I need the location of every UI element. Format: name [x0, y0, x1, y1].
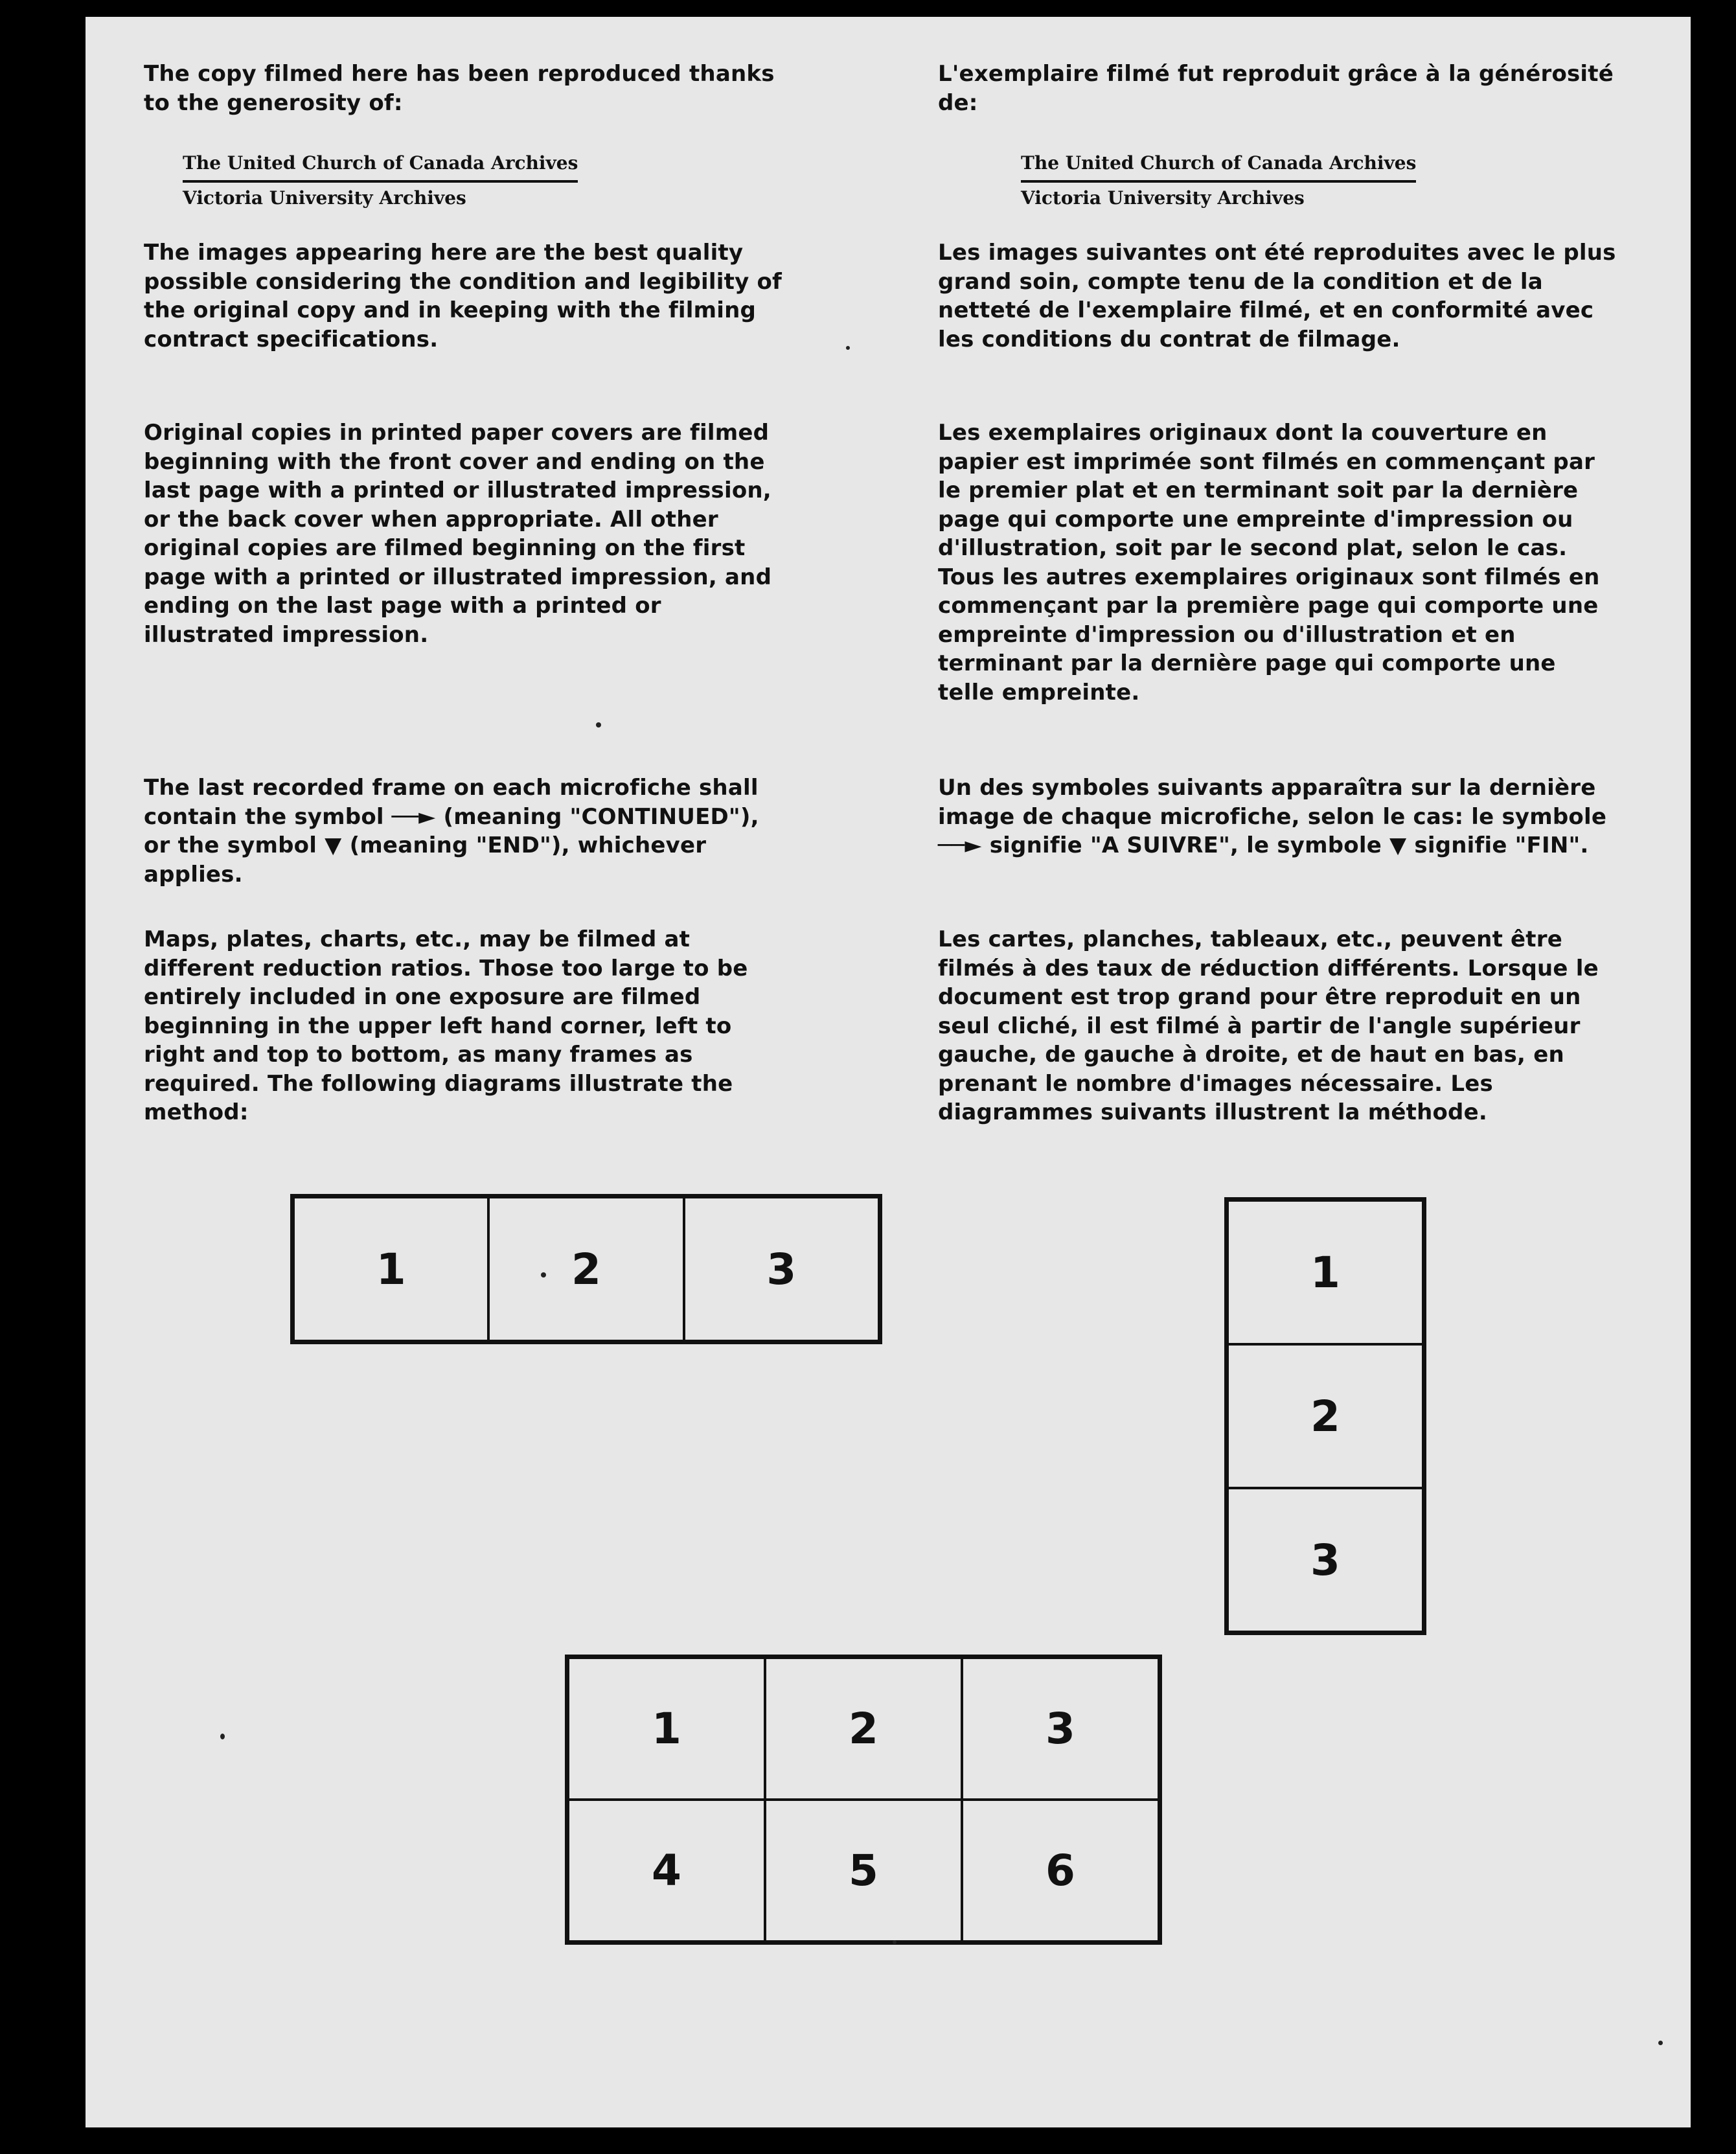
- diagram-horizontal-frames: [290, 1194, 882, 1344]
- end-triangle-icon: ▼: [1389, 832, 1407, 858]
- english-quality-note: The images appearing here are the best quality possible considering the condition and legibility of the original copy and in keeping with the filming contract specifications.: [144, 240, 782, 352]
- frame-cell: 5: [765, 1800, 962, 1942]
- french-maps-note: Les cartes, planches, tableaux, etc., peuvent être filmés à des taux de réduction différents. Lorsque le document est trop grand pour être reproduit en un seul cliché, il est filmé à partir de l'angle supérieur gauche, de gauche à droite, et de haut en bas, en prenant le nombre d'images nécessaire. Les diagrammes suivants illustrent la méthode.: [938, 926, 1599, 1125]
- english-archive-credits: [183, 148, 578, 214]
- english-maps-note: Maps, plates, charts, etc., may be filmed at different reduction ratios. Those too large to be entirely included in one exposure are filmed beginning in the upper left hand corner, left to right and top to bottom, as many frames as required. The following diagrams illustrate the method:: [144, 926, 748, 1125]
- archive-name-secondary: Victoria University Archives: [1021, 187, 1305, 209]
- frame-cell: 3: [962, 1658, 1159, 1800]
- english-symbols-text-c: (meaning "END"), whichever applies.: [144, 832, 707, 888]
- frame-cell: 1: [1228, 1200, 1423, 1344]
- frame-cell: 4: [568, 1800, 765, 1942]
- archive-name-primary: The United Church of Canada Archives: [183, 148, 578, 183]
- frame-cell: 1: [568, 1658, 765, 1800]
- continued-arrow-icon: ──►: [391, 803, 436, 830]
- diagram-vertical-frames: [1224, 1197, 1426, 1635]
- scan-speck: [1658, 2041, 1663, 2045]
- diagram-block-frames: [565, 1655, 1162, 1945]
- english-covers-note: Original copies in printed paper covers are filmed beginning with the front cover and ending on the last page with a printed or illustrated impression, or the back cover when appropriate. All other original copies are filmed beginning on the first page with a printed or illustrated impression, and ending on the last page with a printed or illustrated impression.: [144, 420, 772, 648]
- english-symbols-note: [144, 773, 792, 889]
- scan-speck: [846, 346, 850, 350]
- french-covers-note: Les exemplaires originaux dont la couverture en papier est imprimée sont filmés en commençant par le premier plat et en terminant soit par la dernière page qui comporte une empreinte d'impression ou d'illustration, soit par le second plat, selon le cas. Tous les autres exemplaires originaux sont filmés en commençant par la première page qui comporte une empreinte d'impression ou d'illustration et en terminant par la dernière page qui comporte une telle empreinte.: [938, 420, 1600, 705]
- frame-cell: 1: [293, 1197, 488, 1341]
- scan-speck: [220, 1734, 225, 1739]
- french-quality-note: Les images suivantes ont été reproduites avec le plus grand soin, compte tenu de la condition et de la netteté de l'exemplaire filmé, et en conformité avec les conditions du contrat de filmage.: [938, 240, 1616, 352]
- continued-arrow-icon: ──►: [938, 832, 982, 858]
- scan-speck: [541, 1272, 546, 1278]
- english-intro: The copy filmed here has been reproduced thanks to the generosity of:: [144, 61, 775, 116]
- frame-cell: 2: [765, 1658, 962, 1800]
- archive-name-secondary: Victoria University Archives: [183, 187, 466, 209]
- english-symbols-text-b: (meaning "CONTINUED"), or the symbol: [144, 803, 759, 858]
- frame-cell: 2: [1228, 1344, 1423, 1488]
- french-archive-credits: [1021, 148, 1416, 214]
- scan-speck: [893, 1940, 897, 1944]
- end-triangle-icon: ▼: [325, 832, 342, 858]
- french-intro: L'exemplaire filmé fut reproduit grâce à la générosité de:: [938, 61, 1614, 116]
- frame-cell: 6: [962, 1800, 1159, 1942]
- frame-cell: 3: [1228, 1488, 1423, 1632]
- french-symbols-text-c: signifie "FIN".: [1414, 832, 1589, 858]
- french-symbols-text-b: signifie "A SUIVRE", le symbole: [989, 832, 1382, 858]
- english-symbols-text-a: The last recorded frame on each microfiche shall contain the symbol: [144, 775, 759, 830]
- frame-cell: 3: [684, 1197, 879, 1341]
- frame-cell: 2: [488, 1197, 683, 1341]
- french-symbols-text-a: Un des symboles suivants apparaîtra sur la dernière image de chaque microfiche, selon le cas: le symbole: [938, 775, 1607, 830]
- scan-speck: [596, 722, 601, 728]
- french-symbols-note: [938, 773, 1618, 860]
- archive-name-primary: The United Church of Canada Archives: [1021, 148, 1416, 183]
